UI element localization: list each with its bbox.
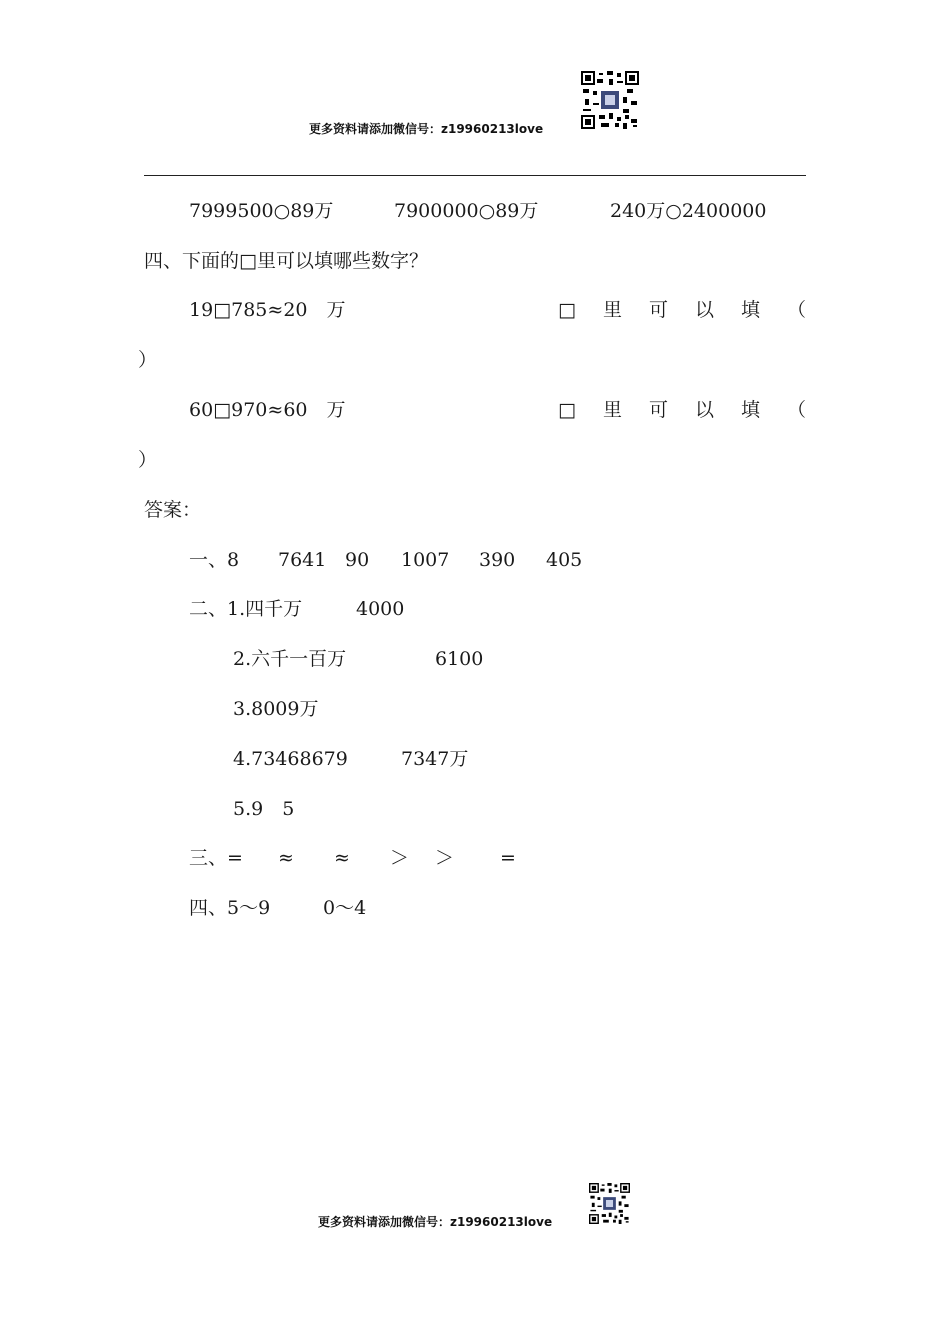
fill-char: □ xyxy=(558,399,576,421)
header-qr-code xyxy=(581,71,639,129)
fill-char: □ xyxy=(558,299,576,321)
section4-heading: 四、下面的□里可以填哪些数字？ xyxy=(144,250,428,272)
section4-q1-fill-label xyxy=(558,298,806,322)
fill-char: 填 xyxy=(740,399,760,421)
answer-4-value: 0～4 xyxy=(323,897,367,919)
compare-item-1: 7999500○89万 xyxy=(189,200,334,222)
answer-2-1-label: 二、1.四千万 xyxy=(189,598,303,620)
answer-1-value: 405 xyxy=(546,549,583,571)
fill-char: 里 xyxy=(602,399,622,421)
answer-3-label: 三、= xyxy=(189,847,243,869)
section4-q1-expression: 19□785≈20 万 xyxy=(189,299,346,321)
answer-2-2-value: 6100 xyxy=(435,648,484,670)
answer-1-value: 7641 xyxy=(278,549,327,571)
answer-1-value: 90 xyxy=(345,549,370,571)
section4-q1-close-paren: ） xyxy=(138,349,158,371)
answer-2-5-label: 5.9 5 xyxy=(233,798,295,820)
footer-contact-text: 更多资料请添加微信号：z19960213love xyxy=(318,1215,553,1229)
fill-char: 里 xyxy=(602,299,622,321)
answer-4-label: 四、5～9 xyxy=(189,897,271,919)
fill-char: （ xyxy=(786,299,806,321)
compare-item-2: 7900000○89万 xyxy=(394,200,539,222)
section4-q2-expression: 60□970≈60 万 xyxy=(189,399,346,421)
answer-2-1-value: 4000 xyxy=(356,598,405,620)
fill-char: 填 xyxy=(740,299,760,321)
answer-3-value: ＞ xyxy=(390,847,410,869)
answer-1-value: 390 xyxy=(479,549,516,571)
header-contact-text: 更多资料请添加微信号：z19960213love xyxy=(309,122,544,136)
section4-q2-fill-label xyxy=(558,398,806,422)
answers-heading: 答案： xyxy=(144,499,202,521)
fill-char: 可 xyxy=(648,299,668,321)
header-divider xyxy=(144,175,806,176)
answer-2-2-label: 2.六千一百万 xyxy=(233,648,347,670)
answer-3-value: = xyxy=(500,847,516,869)
section4-q2-close-paren: ） xyxy=(138,449,158,471)
fill-char: 以 xyxy=(694,399,714,421)
answer-3-value: ≈ xyxy=(278,847,294,869)
answer-1-label: 一、8 xyxy=(189,549,240,571)
answer-2-4-value: 7347万 xyxy=(401,748,469,770)
answer-3-value: ≈ xyxy=(334,847,350,869)
answer-3-value: ＞ xyxy=(435,847,455,869)
fill-char: 以 xyxy=(694,299,714,321)
compare-item-3: 240万○2400000 xyxy=(610,200,767,222)
fill-char: （ xyxy=(786,399,806,421)
footer-qr-code xyxy=(589,1183,630,1224)
fill-char: 可 xyxy=(648,399,668,421)
answer-2-3-label: 3.8009万 xyxy=(233,698,319,720)
answer-1-value: 1007 xyxy=(401,549,450,571)
answer-2-4-label: 4.73468679 xyxy=(233,748,348,770)
